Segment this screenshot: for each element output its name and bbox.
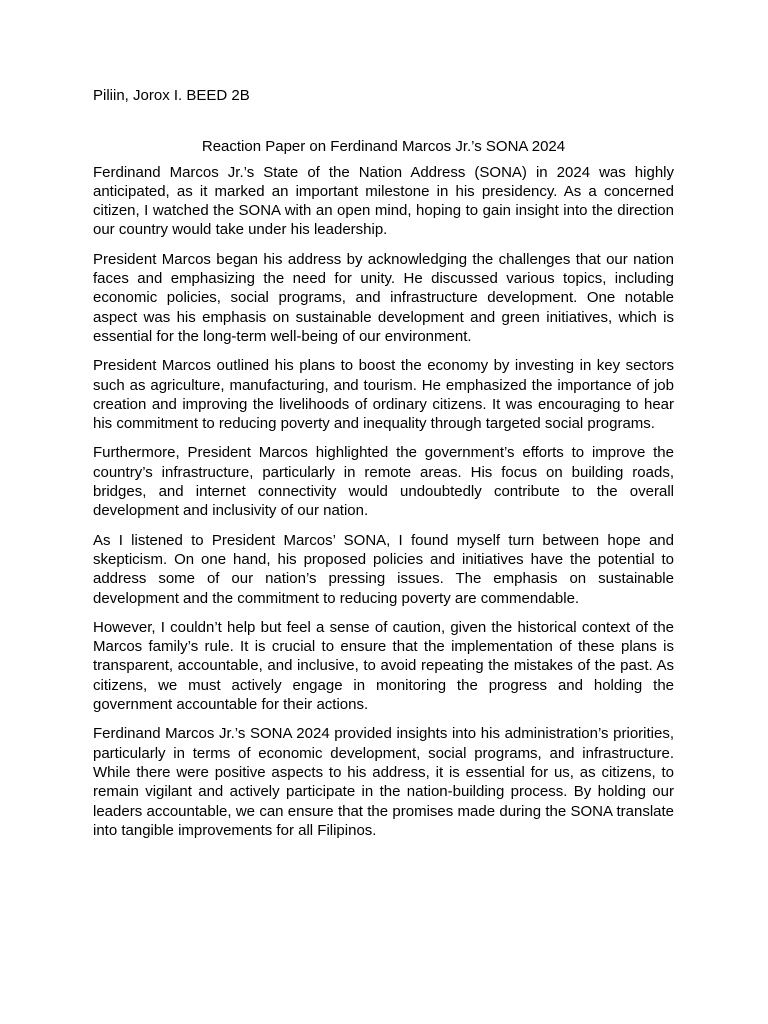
- document-title: Reaction Paper on Ferdinand Marcos Jr.’s SONA 2024: [201, 138, 566, 156]
- paragraph-4: Furthermore, President Marcos highlighted the government’s efforts to improve the country’s infrastructure, particularly in remote areas. His focus on building roads, bridges, and internet connectivity would undoubtedly contribute to the overall development and inclusivity of our nation.: [93, 444, 674, 520]
- document-body: [93, 86, 674, 850]
- paragraph-6: However, I couldn’t help but feel a sense of caution, given the historical context of the Marcos family’s rule. It is crucial to ensure that the implementation of these plans is transparent, accountable, and inclusive, to avoid repeating the mistakes of the past. As citizens, we must actively engage in monitoring the progress and holding the government accountable for their actions.: [93, 618, 674, 714]
- paragraph-3: President Marcos outlined his plans to boost the economy by investing in key sectors such as agriculture, manufacturing, and tourism. He emphasized the importance of job creation and improving the livelihoods of ordinary citizens. It was encouraging to hear his commitment to reducing poverty and inequality through targeted social programs.: [93, 357, 674, 433]
- paragraph-7: Ferdinand Marcos Jr.’s SONA 2024 provided insights into his administration’s priorities, particularly in terms of economic development, social programs, and infrastructure. While there were positive aspects to his address, it is essential for us, as citizens, to remain vigilant and actively participate in the nation-building process. By holding our leaders accountable, we can ensure that the promises made during the SONA translate into tangible improvements for all Filipinos.: [93, 725, 674, 839]
- author-line: Piliin, Jorox I. BEED 2B: [93, 87, 250, 104]
- paragraph-2: President Marcos began his address by acknowledging the challenges that our nation faces and emphasizing the need for unity. He discussed various topics, including economic policies, social programs, and infrastructure development. One notable aspect was his emphasis on sustainable development and green initiatives, which is essential for the long-term well-being of our environment.: [93, 250, 674, 345]
- paragraph-5: As I listened to President Marcos’ SONA, I found myself turn between hope and skepticism. On one hand, his proposed policies and initiatives have the potential to address some of our nation’s pressing issues. The emphasis on sustainable development and the commitment to reducing poverty are commendable.: [93, 531, 674, 607]
- paragraph-1: Ferdinand Marcos Jr.’s State of the Nation Address (SONA) in 2024 was highly anticipated, as it marked an important milestone in his presidency. As a concerned citizen, I watched the SONA with an open mind, hoping to gain insight into the direction our country would take under his leadership.: [93, 163, 674, 239]
